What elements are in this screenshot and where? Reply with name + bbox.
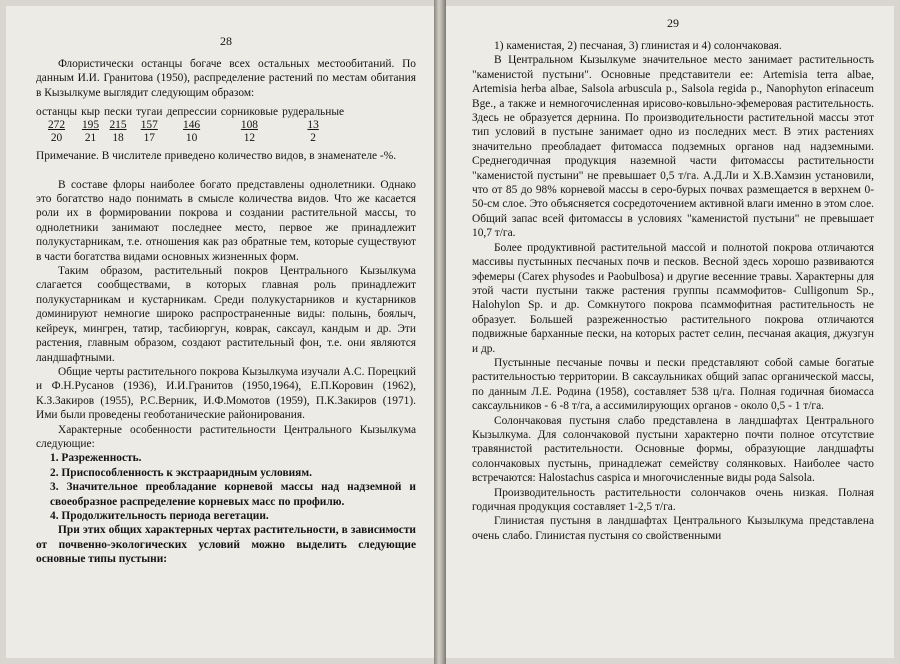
paragraph: Производительность растительности солончаков очень низкая. Полная годичная продукция составляет 1-2,5 т/га.: [472, 486, 874, 513]
features-list: [36, 451, 416, 523]
table-header-row: [36, 106, 348, 119]
table-cell: 20: [50, 132, 63, 145]
table-cell: 12: [243, 132, 256, 145]
page-number: 28: [220, 34, 232, 48]
table-header-cell: сорниковые: [220, 106, 279, 119]
paragraph: Пустынные песчаные почвы и пески представляют собой самые богатые растительностью территории. В саксаульниках общий запас органической массы, по данным Л.Е. Родина (1958), составляет 538 ц/га. Полная годичная биомасса саксаульников - 6 -8 т/га, а ассимилирующих органов - около 0,5 - 1 т/га.: [472, 356, 874, 413]
paragraph: Общие черты растительного покрова Кызылкума изучали А.С. Порецкий и Ф.Н.Русанов (1936), И.И.Гранитов (1950,1964), Е.П.Коровин (1962), К.З.Закиров (1955), Р.С.Верник, И.Ф.Момотов (1959), П.К.Закиров (1971). Ими были проведены геоботанические районирования.: [36, 365, 416, 422]
table-cell: 2: [310, 132, 316, 145]
list-item: 1. Разреженность.: [50, 452, 142, 465]
page-number: 29: [667, 16, 679, 30]
paragraph: 1) каменистая, 2) песчаная, 3) глинистая и 4) солончаковая.: [494, 40, 782, 52]
right-page: [446, 6, 894, 658]
table-header-cell: тугаи: [136, 106, 163, 119]
paragraph: Характерные особенности растительности Центрального Кызылкума следующие:: [36, 423, 416, 450]
list-item: 4. Продолжительность периода вегетации.: [50, 509, 269, 522]
habitat-distribution-table: [36, 106, 348, 145]
table-row-numerators: [36, 119, 348, 132]
table-cell: 195: [81, 119, 100, 132]
table-row-denominators: [36, 132, 348, 145]
table-header-cell: останцы: [36, 106, 78, 119]
table-note: Примечание. В числителе приведено количество видов, в знаменателе -%.: [36, 150, 397, 163]
table-cell: 18: [112, 132, 124, 145]
table-cell: 146: [183, 119, 201, 132]
table-cell: 21: [84, 132, 97, 145]
paragraph: Глинистая пустыня в ландшафтах Центрального Кызылкума представлена очень слабо. Глинистая пустыня со свойственными: [472, 515, 874, 542]
list-item: 3. Значительное преобладание корневой массы над надземной и своеобразное распределение корневых масс по профилю.: [50, 481, 416, 508]
table-cell: 10: [185, 132, 198, 145]
paragraph: Более продуктивной растительной массой и полнотой покрова отличаются массивы пустынных песчаных почв и песков. Весной здесь хорошо развиваются эфемеры (Carex physodes и Paobulbosa) и другие весенние травы. Характерны для этой части пустыни также растения группы псаммофитов- Culligonum Sp., Halohylon Sp. и др. Сомкнутого покрова псаммофитная растительность не образует. Большей разреженностью растительного покрова отличаются подвижные барханные пески, на которых растет селин, песчаная акация, джузгун и др.: [472, 241, 874, 355]
paragraph: В составе флоры наиболее богато представлены однолетники. Однако это богатство надо понимать в смысле количества видов. Что же касается роли их в формировании покрова и создании растительной массы, то однолетники занимают последнее место, первое же принадлежит полукустарникам, т.е. отношения как раз обратные тем, которые существуют в части богатства видами основных жизненных форм.: [36, 178, 416, 263]
table-cell: 13: [307, 119, 319, 132]
paragraph: Флористически останцы богаче всех остальных местообитаний. По данным И.И. Гранитова (1950), распределение растений по местам обитания в Кызылкуме выглядит следующим образом:: [36, 58, 416, 99]
table-header-cell: пески: [103, 106, 133, 119]
table-header-cell: депрессии: [166, 106, 217, 119]
left-page: [6, 6, 434, 658]
paragraph: В Центральном Кызылкуме значительное место занимает растительность "каменистой пустыни". Основные представители ее: Artemisia terra albae, Artemisia herba albae, Salsola arbuscula p., Salsola regida p., Nanophyton erinaceum Bge., а также и немногочисленная ирисово-ковыльно-эфемеровая растительность. Здесь не образуется дернина. По производительности растительной массы этот тип условий в пустыне занимает одно из последних мест. В этих растениях значительно преобладает фитомасса подземных органов над надземными. Среднегодичная продукция наземной части фитомассы растительности "каменистой пустыни" не превышает 0,5 т/га. А.Д.Ли и Х.В.Хамзин установили, что от 85 до 98% корневой массы в серо-бурых почвах размещается в верхнем 0-50-см слое. Это объясняется сосредоточением активной влаги именно в этом слое. Общий запас всей фитомассы в условиях "каменистой пустыни" не превышает 10,7 т/га.: [472, 54, 874, 240]
table-cell: 157: [140, 119, 158, 132]
table-cell: 215: [109, 119, 127, 132]
table-cell: 272: [47, 119, 66, 132]
book-gutter: [434, 0, 446, 664]
table-header-cell: кыр: [81, 106, 100, 119]
paragraph: Солончаковая пустыня слабо представлена в ландшафтах Центрального Кызылкума. Для солончаковой пустыни характерно почти полное отсутствие травянистой растительности. Основные формы, образующие ландшафты солончаковых пустынь, принадлежат семейству солянковых. Наиболее часто встречаются: Halostachus caspica и многочисленные виды рода Salsola.: [472, 414, 874, 485]
table-cell: 17: [143, 132, 155, 145]
paragraph: Таким образом, растительный покров Центрального Кызылкума слагается сообществами, в которых главная роль принадлежит полукустарникам и кустарникам. Среди полукустарников и кустарников доминируют немногие широко распространенные виды: полынь, боялыч, кейреук, мингрен, татир, тасбиюргун, коврак, саксаул, кандым и др. Эти растения, главным образом, создают растительный фон, т.е. они являются ландшафтными.: [36, 265, 416, 364]
table-header-cell: рудеральные: [282, 106, 345, 119]
table-cell: 108: [240, 119, 258, 132]
list-item: 2. Приспособленность к экстрааридным условиям.: [50, 466, 312, 479]
paragraph: При этих общих характерных чертах растительности, в зависимости от почвенно-экологических условий можно выделить следующие основные типы пустыни:: [36, 524, 416, 566]
